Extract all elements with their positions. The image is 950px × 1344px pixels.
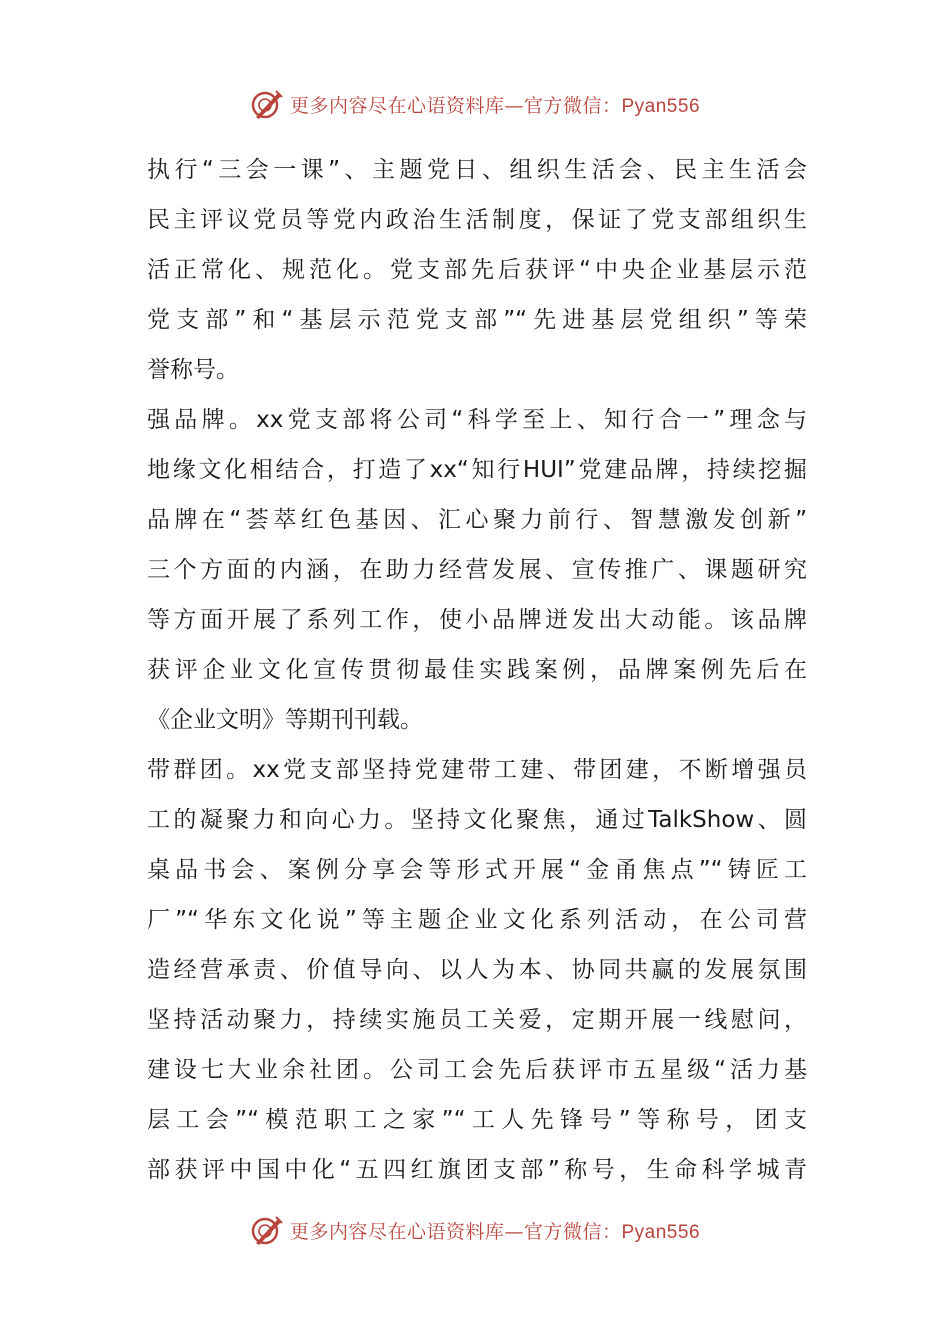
text-line: 强品牌。xx党支部将公司“科学至上、知行合一”理念与	[147, 407, 807, 433]
text-line: 带群团。xx党支部坚持党建带工建、带团建，不断增强员	[147, 757, 807, 783]
footer-watermark-en: Pyan556	[621, 1221, 701, 1243]
text-line: 工的凝聚力和向心力。坚持文化聚焦，通过TalkShow、圆	[147, 807, 807, 833]
header-watermark-en: Pyan556	[621, 95, 701, 117]
text-line: 获评企业文化宣传贯彻最佳实践案例，品牌案例先后在	[147, 657, 807, 683]
pen-circle-logo-icon	[250, 87, 284, 121]
text-line: 活正常化、规范化。党支部先后获评“中央企业基层示范	[147, 257, 807, 283]
text-line: 厂”“华东文化说”等主题企业文化系列活动，在公司营	[147, 907, 807, 933]
text-line: 建设七大业余社团。公司工会先后获评市五星级“活力基	[147, 1057, 807, 1083]
text-line: 党支部”和“基层示范党支部”“先进基层党组织”等荣	[147, 307, 807, 333]
footer-watermark	[0, 1210, 950, 1250]
text-line: 地缘文化相结合，打造了xx“知行HUI”党建品牌，持续挖掘	[147, 457, 807, 483]
text-line: 等方面开展了系列工作，使小品牌迸发出大动能。该品牌	[147, 607, 807, 633]
text-line: 誉称号。	[147, 357, 239, 383]
header-watermark	[0, 84, 950, 124]
footer-watermark-text	[290, 1217, 700, 1244]
footer-watermark-cn: 更多内容尽在心语资料库—官方微信：	[289, 1220, 622, 1243]
text-line: 执行“三会一课”、主题党日、组织生活会、民主生活会	[147, 157, 807, 183]
text-line: 三个方面的内涵，在助力经营发展、宣传推广、课题研究	[147, 557, 807, 583]
pen-circle-logo-icon	[250, 1213, 284, 1247]
header-watermark-text	[290, 91, 700, 118]
text-line: 层工会”“模范职工之家”“工人先锋号”等称号，团支	[147, 1107, 807, 1133]
text-line: 《企业文明》等期刊刊载。	[147, 707, 423, 733]
text-line: 部获评中国中化“五四红旗团支部”称号，生命科学城青	[147, 1157, 807, 1183]
text-line: 坚持活动聚力，持续实施员工关爱，定期开展一线慰问，	[147, 1007, 807, 1033]
text-line: 民主评议党员等党内政治生活制度，保证了党支部组织生	[147, 207, 807, 233]
text-line: 品牌在“荟萃红色基因、汇心聚力前行、智慧激发创新”	[147, 507, 807, 533]
header-watermark-cn: 更多内容尽在心语资料库—官方微信：	[289, 94, 622, 117]
text-line: 桌品书会、案例分享会等形式开展“金甬焦点”“铸匠工	[147, 857, 807, 883]
text-line: 造经营承责、价值导向、以人为本、协同共赢的发展氛围	[147, 957, 807, 983]
document-body	[147, 145, 807, 1195]
